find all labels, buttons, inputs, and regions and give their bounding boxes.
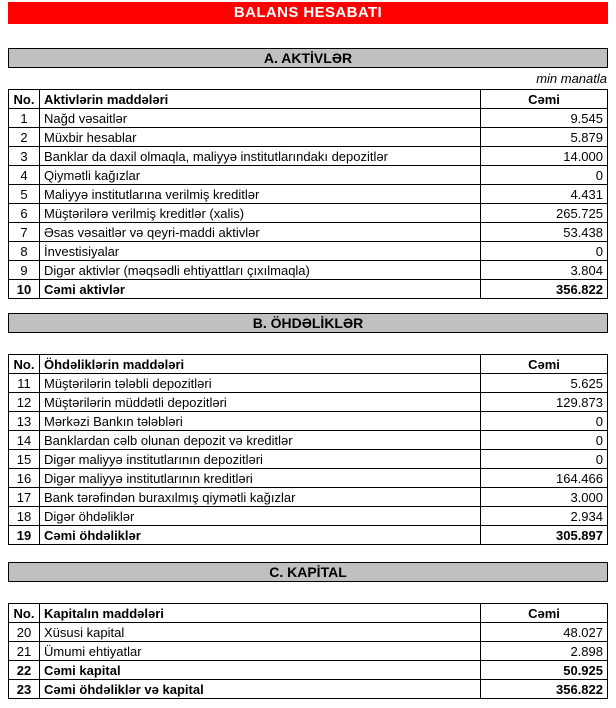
section-liabilities	[8, 313, 608, 545]
row-total-cell: 5.879	[481, 128, 608, 147]
capital-col-total-header: Cəmi	[481, 604, 608, 623]
assets-table-row	[9, 128, 608, 147]
row-desc-cell: Müştərilərin tələbli depozitləri	[40, 374, 481, 393]
row-no-cell: 19	[9, 526, 40, 545]
row-no-cell: 5	[9, 185, 40, 204]
row-no-cell: 11	[9, 374, 40, 393]
report-title: BALANS HESABATI	[8, 2, 608, 24]
row-total-cell: 53.438	[481, 223, 608, 242]
capital-table-row	[9, 661, 608, 680]
row-total-cell: 2.934	[481, 507, 608, 526]
spacer	[8, 582, 608, 603]
section-capital	[8, 562, 608, 699]
row-desc-cell: Qiymətli kağızlar	[40, 166, 481, 185]
row-no-cell: 18	[9, 507, 40, 526]
row-total-cell: 0	[481, 412, 608, 431]
liabilities-table-row	[9, 450, 608, 469]
row-desc-cell: Əsas vəsaitlər və qeyri-maddi aktivlər	[40, 223, 481, 242]
row-desc-cell: Banklar da daxil olmaqla, maliyyə institutlarındakı depozitlər	[40, 147, 481, 166]
row-no-cell: 2	[9, 128, 40, 147]
row-desc-cell: Digər aktivlər (məqsədli ehtiyattları çıxılmaqla)	[40, 261, 481, 280]
section-assets	[8, 48, 608, 299]
capital-table-row	[9, 623, 608, 642]
capital-table-row	[9, 642, 608, 661]
liabilities-table-row	[9, 488, 608, 507]
row-total-cell: 3.804	[481, 261, 608, 280]
capital-table-row	[9, 680, 608, 699]
row-total-cell: 48.027	[481, 623, 608, 642]
assets-table-header-row	[9, 90, 608, 109]
row-no-cell: 10	[9, 280, 40, 299]
row-desc-cell: Cəmi öhdəliklər və kapital	[40, 680, 481, 699]
assets-table-row	[9, 185, 608, 204]
row-total-cell: 0	[481, 450, 608, 469]
row-total-cell: 164.466	[481, 469, 608, 488]
liabilities-table-header-row	[9, 355, 608, 374]
row-desc-cell: Mərkəzi Bankın tələbləri	[40, 412, 481, 431]
row-no-cell: 16	[9, 469, 40, 488]
liabilities-table	[8, 354, 608, 545]
assets-table-row	[9, 261, 608, 280]
row-no-cell: 17	[9, 488, 40, 507]
row-total-cell: 356.822	[481, 280, 608, 299]
row-no-cell: 14	[9, 431, 40, 450]
row-total-cell: 9.545	[481, 109, 608, 128]
row-desc-cell: Digər öhdəliklər	[40, 507, 481, 526]
liabilities-table-row	[9, 393, 608, 412]
section-liabilities-header: B. ÖHDƏLİKLƏR	[8, 313, 608, 333]
liabilities-table-row	[9, 469, 608, 488]
assets-table	[8, 89, 608, 299]
row-no-cell: 22	[9, 661, 40, 680]
row-no-cell: 3	[9, 147, 40, 166]
capital-table	[8, 603, 608, 699]
assets-col-no-header: No.	[9, 90, 40, 109]
assets-table-row	[9, 242, 608, 261]
row-no-cell: 7	[9, 223, 40, 242]
row-total-cell: 356.822	[481, 680, 608, 699]
capital-col-desc-header: Kapitalın maddələri	[40, 604, 481, 623]
liabilities-table-row	[9, 507, 608, 526]
row-no-cell: 12	[9, 393, 40, 412]
liabilities-table-row	[9, 526, 608, 545]
liabilities-col-desc-header: Öhdəliklərin maddələri	[40, 355, 481, 374]
spacer	[8, 333, 608, 354]
row-no-cell: 21	[9, 642, 40, 661]
liabilities-col-no-header: No.	[9, 355, 40, 374]
row-desc-cell: Maliyyə institutlarına verilmiş kreditlər	[40, 185, 481, 204]
row-desc-cell: Müştərilərə verilmiş kreditlər (xalis)	[40, 204, 481, 223]
assets-col-total-header: Cəmi	[481, 90, 608, 109]
assets-table-row	[9, 280, 608, 299]
row-no-cell: 20	[9, 623, 40, 642]
row-no-cell: 13	[9, 412, 40, 431]
row-total-cell: 0	[481, 431, 608, 450]
row-desc-cell: Banklardan cəlb olunan depozit və kreditlər	[40, 431, 481, 450]
row-desc-cell: Digər maliyyə institutlarının depozitləri	[40, 450, 481, 469]
liabilities-col-total-header: Cəmi	[481, 355, 608, 374]
section-capital-header: C. KAPİTAL	[8, 562, 608, 582]
row-total-cell: 14.000	[481, 147, 608, 166]
assets-col-desc-header: Aktivlərin maddələri	[40, 90, 481, 109]
row-total-cell: 4.431	[481, 185, 608, 204]
row-no-cell: 9	[9, 261, 40, 280]
row-no-cell: 4	[9, 166, 40, 185]
row-no-cell: 1	[9, 109, 40, 128]
row-total-cell: 0	[481, 242, 608, 261]
row-no-cell: 23	[9, 680, 40, 699]
row-total-cell: 3.000	[481, 488, 608, 507]
liabilities-table-row	[9, 412, 608, 431]
row-total-cell: 129.873	[481, 393, 608, 412]
assets-table-row	[9, 223, 608, 242]
row-desc-cell: Cəmi aktivlər	[40, 280, 481, 299]
row-total-cell: 50.925	[481, 661, 608, 680]
row-desc-cell: Müştərilərin müddətli depozitləri	[40, 393, 481, 412]
row-desc-cell: Müxbir hesablar	[40, 128, 481, 147]
row-total-cell: 265.725	[481, 204, 608, 223]
row-total-cell: 0	[481, 166, 608, 185]
assets-table-row	[9, 166, 608, 185]
section-assets-header: A. AKTİVLƏR	[8, 48, 608, 68]
row-desc-cell: Cəmi öhdəliklər	[40, 526, 481, 545]
row-no-cell: 15	[9, 450, 40, 469]
row-total-cell: 2.898	[481, 642, 608, 661]
row-no-cell: 6	[9, 204, 40, 223]
capital-col-no-header: No.	[9, 604, 40, 623]
capital-table-header-row	[9, 604, 608, 623]
row-desc-cell: Bank tərəfindən buraxılmış qiymətli kağızlar	[40, 488, 481, 507]
liabilities-table-row	[9, 431, 608, 450]
liabilities-table-row	[9, 374, 608, 393]
row-desc-cell: İnvestisiyalar	[40, 242, 481, 261]
assets-table-row	[9, 109, 608, 128]
row-total-cell: 5.625	[481, 374, 608, 393]
row-desc-cell: Ümumi ehtiyatlar	[40, 642, 481, 661]
assets-table-row	[9, 147, 608, 166]
row-no-cell: 8	[9, 242, 40, 261]
row-desc-cell: Xüsusi kapital	[40, 623, 481, 642]
unit-note: min manatla	[536, 71, 607, 86]
row-desc-cell: Nağd vəsaitlər	[40, 109, 481, 128]
row-desc-cell: Digər maliyyə institutlarının kreditləri	[40, 469, 481, 488]
assets-table-row	[9, 204, 608, 223]
row-desc-cell: Cəmi kapital	[40, 661, 481, 680]
row-total-cell: 305.897	[481, 526, 608, 545]
